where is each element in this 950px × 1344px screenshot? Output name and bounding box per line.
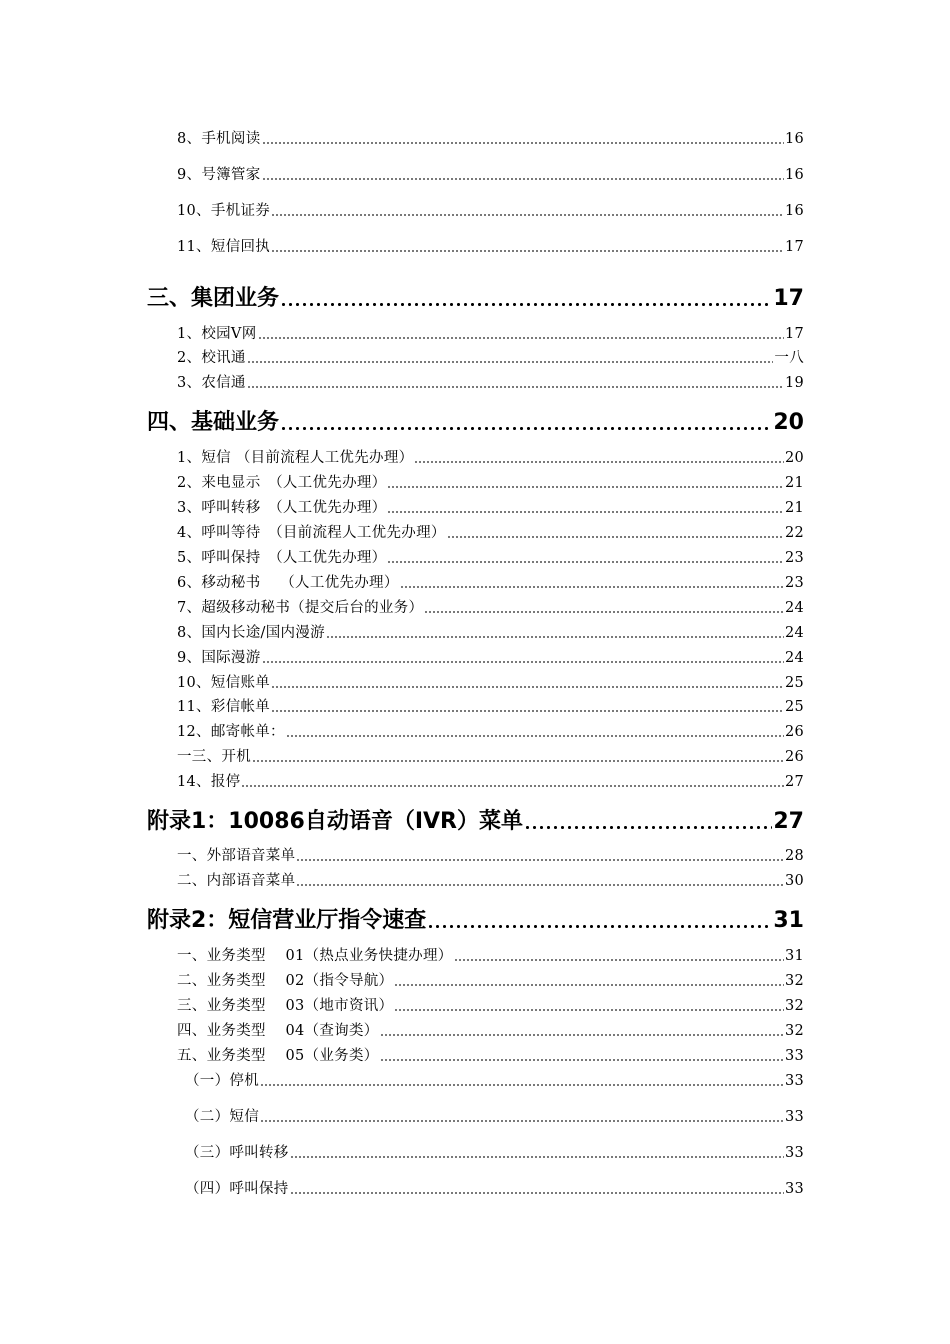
toc-section-heading[interactable]: [147, 281, 804, 312]
toc-page-number: 21: [784, 500, 804, 516]
toc-page-number: 33: [784, 1181, 804, 1197]
toc-leader-dots: [271, 232, 784, 253]
toc-page-number: 23: [784, 575, 804, 591]
toc-entry-title: 8、手机阅读: [177, 131, 261, 147]
toc-entry-title: 8、国内长途/国内漫游: [177, 625, 325, 641]
toc-page-number: 27: [773, 809, 804, 834]
toc-leader-dots: [326, 618, 784, 639]
toc-page-number: 26: [784, 749, 804, 765]
toc-leader-dots: [424, 593, 784, 614]
toc-leader-dots: [290, 1138, 784, 1159]
toc-entry[interactable]: [177, 869, 804, 890]
toc-leader-dots: [262, 643, 784, 664]
toc-entry[interactable]: [177, 621, 804, 642]
toc-leader-dots: [286, 717, 784, 738]
toc-page-number: 32: [784, 1023, 804, 1039]
toc-entry[interactable]: [177, 446, 804, 467]
toc-entry-title: （一）停机: [185, 1073, 259, 1089]
toc-page-number: 21: [784, 475, 804, 491]
toc-section-heading[interactable]: [147, 903, 804, 934]
toc-leader-dots: [271, 668, 784, 689]
toc-entry-title: （二）短信: [185, 1109, 259, 1125]
toc-entry[interactable]: [177, 994, 804, 1015]
toc-entry-title: 1、短信 （目前流程人工优先办理）: [177, 450, 414, 466]
toc-leader-dots: [280, 401, 772, 432]
toc-leader-dots: [260, 1102, 784, 1123]
toc-leader-dots: [247, 368, 784, 389]
toc-entry-title: 2、校讯通: [177, 350, 246, 366]
toc-entry[interactable]: [177, 844, 804, 865]
toc-page-number: 27: [784, 774, 804, 790]
toc-entry-title: 5、呼叫保持 （人工优先办理）: [177, 550, 387, 566]
toc-entry-title: 9、号簿管家: [177, 167, 261, 183]
toc-page-number: 17: [784, 326, 804, 342]
toc-entry[interactable]: [177, 199, 804, 220]
toc-entry[interactable]: [177, 695, 804, 716]
toc-entry[interactable]: [177, 235, 804, 256]
toc-leader-dots: [241, 767, 783, 788]
toc-page-number: 32: [784, 973, 804, 989]
toc-leader-dots: [260, 1066, 784, 1087]
toc-leader-dots: [380, 1041, 784, 1062]
toc-entry-title: 四、业务类型 04（查询类）: [177, 1023, 379, 1039]
toc-page-number: 一八: [774, 350, 804, 366]
toc-page-number: 23: [784, 550, 804, 566]
toc-entry-title: （三）呼叫转移: [185, 1145, 289, 1161]
toc-entry-title: 2、来电显示 （人工优先办理）: [177, 475, 387, 491]
toc-leader-dots: [400, 568, 784, 589]
toc-entry[interactable]: [177, 1044, 804, 1065]
toc-entry[interactable]: [185, 1177, 804, 1198]
toc-section-heading[interactable]: [147, 804, 804, 835]
toc-page-number: 25: [784, 675, 804, 691]
toc-page-number: 16: [784, 167, 804, 183]
toc-page-number: 33: [784, 1109, 804, 1125]
toc-page-number: 31: [773, 908, 804, 933]
toc-leader-dots: [380, 1016, 784, 1037]
toc-section-title: 三、集团业务: [147, 286, 280, 311]
toc-page-number: 20: [784, 450, 804, 466]
toc-page-number: 24: [784, 600, 804, 616]
toc-entry[interactable]: [177, 944, 804, 965]
toc-page-number: 24: [784, 625, 804, 641]
toc-entry-title: 一、外部语音菜单: [177, 848, 296, 864]
toc-entry[interactable]: [177, 571, 804, 592]
toc-entry[interactable]: [177, 671, 804, 692]
toc-entry-title: 9、国际漫游: [177, 650, 261, 666]
toc-page-number: 33: [784, 1048, 804, 1064]
toc-entry[interactable]: [177, 646, 804, 667]
toc-entry-title: 10、手机证券: [177, 203, 271, 219]
toc-leader-dots: [394, 991, 784, 1012]
toc-entry[interactable]: [185, 1105, 804, 1126]
toc-leader-dots: [258, 319, 784, 340]
toc-leader-dots: [394, 966, 784, 987]
toc-entry[interactable]: [177, 496, 804, 517]
toc-entry-title: 11、彩信帐单: [177, 699, 271, 715]
toc-page-number: 28: [784, 848, 804, 864]
toc-leader-dots: [296, 866, 784, 887]
toc-entry[interactable]: [177, 969, 804, 990]
toc-entry-title: 二、内部语音菜单: [177, 873, 296, 889]
toc-entry[interactable]: [185, 1069, 804, 1090]
toc-entry-title: 五、业务类型 05（业务类）: [177, 1048, 379, 1064]
toc-entry[interactable]: [177, 346, 804, 367]
toc-entry[interactable]: [185, 1141, 804, 1162]
toc-page-number: 33: [784, 1073, 804, 1089]
toc-page-number: 16: [784, 203, 804, 219]
toc-entry[interactable]: [177, 371, 804, 392]
toc-section-title: 四、基础业务: [147, 410, 280, 435]
toc-entry-title: 7、超级移动秘书（提交后台的业务）: [177, 600, 424, 616]
toc-leader-dots: [427, 899, 772, 930]
toc-entry-title: 一、业务类型 01（热点业务快捷办理）: [177, 948, 453, 964]
toc-leader-dots: [387, 493, 783, 514]
toc-page-number: 32: [784, 998, 804, 1014]
toc-entry-title: 二、业务类型 02（指令导航）: [177, 973, 394, 989]
toc-leader-dots: [387, 468, 783, 489]
toc-entry-title: 三、业务类型 03（地市资讯）: [177, 998, 394, 1014]
toc-page-number: 20: [773, 410, 804, 435]
toc-leader-dots: [262, 124, 784, 145]
toc-page-number: 33: [784, 1145, 804, 1161]
toc-leader-dots: [262, 160, 784, 181]
toc-leader-dots: [280, 277, 772, 308]
toc-entry[interactable]: [177, 745, 804, 766]
toc-page-number: 25: [784, 699, 804, 715]
toc-entry[interactable]: [177, 163, 804, 184]
toc-leader-dots: [454, 941, 784, 962]
toc-entry[interactable]: [177, 770, 804, 791]
toc-leader-dots: [271, 196, 784, 217]
toc-entry-title: 3、农信通: [177, 375, 246, 391]
toc-entry-title: 3、呼叫转移 （人工优先办理）: [177, 500, 387, 516]
toc-leader-dots: [271, 692, 784, 713]
toc-section-title: 附录1：10086自动语音（IVR）菜单: [147, 809, 523, 834]
toc-entry[interactable]: [177, 1019, 804, 1040]
toc-leader-dots: [296, 841, 784, 862]
toc-entry-title: 12、邮寄帐单：: [177, 724, 285, 740]
toc-leader-dots: [387, 543, 783, 564]
toc-entry-title: 14、报停: [177, 774, 241, 790]
toc-entry-title: （四）呼叫保持: [185, 1181, 289, 1197]
toc-leader-dots: [247, 343, 774, 364]
toc-entry-title: 一三、开机: [177, 749, 251, 765]
toc-entry[interactable]: [177, 546, 804, 567]
toc-leader-dots: [524, 800, 772, 831]
toc-entry[interactable]: [177, 521, 804, 542]
toc-page-number: 16: [784, 131, 804, 147]
toc-leader-dots: [290, 1174, 784, 1195]
toc-entry[interactable]: [177, 322, 804, 343]
toc-entry-title: 6、移动秘书 （人工优先办理）: [177, 575, 399, 591]
toc-page-number: 24: [784, 650, 804, 666]
toc-entry[interactable]: [177, 596, 804, 617]
toc-leader-dots: [414, 443, 784, 464]
toc-entry[interactable]: [177, 720, 804, 741]
toc-leader-dots: [447, 518, 784, 539]
toc-entry-title: 1、校园V网: [177, 326, 257, 342]
toc-page-number: 22: [784, 525, 804, 541]
toc-page-number: 26: [784, 724, 804, 740]
toc-entry-title: 4、呼叫等待 （目前流程人工优先办理）: [177, 525, 446, 541]
toc-section-heading[interactable]: [147, 405, 804, 436]
toc-page-number: 17: [773, 286, 804, 311]
toc-page-number: 17: [784, 239, 804, 255]
toc-entry-title: 11、短信回执: [177, 239, 271, 255]
toc-entry[interactable]: [177, 127, 804, 148]
toc-section-title: 附录2：短信营业厅指令速查: [147, 908, 427, 933]
toc-entry[interactable]: [177, 471, 804, 492]
toc-page-number: 30: [784, 873, 804, 889]
toc-leader-dots: [252, 742, 784, 763]
toc-page-number: 19: [784, 375, 804, 391]
toc-entry-title: 10、短信账单: [177, 675, 271, 691]
toc-page-number: 31: [784, 948, 804, 964]
